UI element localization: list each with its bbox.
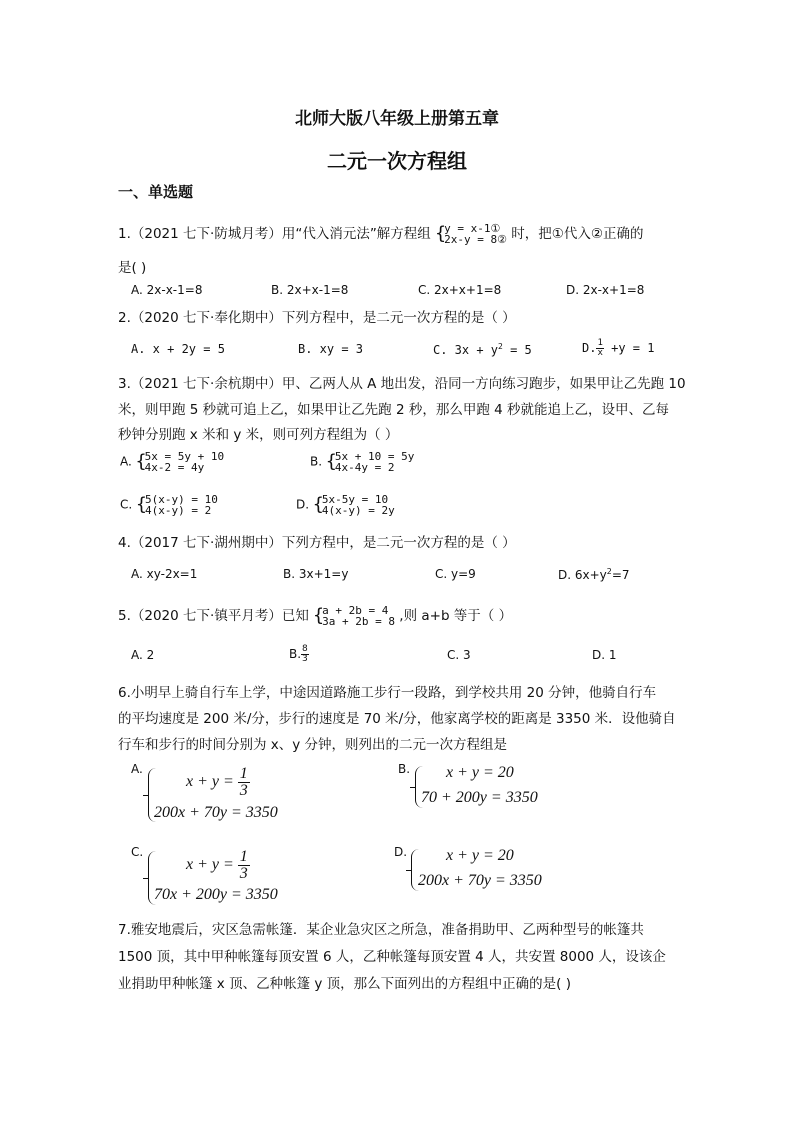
q5-b-den: 3 <box>302 654 308 664</box>
doc-title: 北师大版八年级上册第五章 <box>295 109 499 129</box>
q1-eq1: { y = x-1① <box>444 222 501 235</box>
q6-option-c-label: C. <box>131 845 144 859</box>
q4-option-c: C. y=9 <box>435 567 476 581</box>
q5-b-num: 8 <box>302 644 308 654</box>
q6-c-eq1-lhs: x + y = <box>186 856 238 874</box>
q5-eq2: 3a + 2b = 8 <box>322 615 395 628</box>
q3-a-system <box>136 451 224 473</box>
q1-suffix: 时，把①代入②正确的 <box>511 226 644 242</box>
question-1-line2: 是( ) <box>118 260 147 276</box>
question-3-line1: 3.（2021 七下·余杭期中）甲、乙两人从 A 地出发，沿同一方向练习跑步，如果甲让乙先跑 10 <box>118 376 686 392</box>
q3-c-label: C. <box>120 497 133 512</box>
q6-a-eq1 <box>186 766 250 799</box>
q3-c-eq2: 4(x-y) = 2 <box>145 504 212 517</box>
q2-c-rest: = 5 <box>502 343 532 357</box>
q6-b-eq2: 70 + 200y = 3350 <box>421 789 538 806</box>
section-heading: 一、单选题 <box>118 183 194 201</box>
q2-d-fraction <box>596 339 603 358</box>
q6-c-fraction <box>238 849 250 882</box>
q5-eq1: { a + 2b = 4 <box>322 604 389 617</box>
q2-option-a: A. x + 2y = 5 <box>131 342 225 356</box>
q2-option-b: B. xy = 3 <box>298 342 364 356</box>
question-6-line3: 行车和步行的时间分别为 x、y 分钟，则列出的二元一次方程组是 <box>118 737 508 753</box>
q3-option-a <box>120 451 224 473</box>
q5-option-b <box>289 645 309 664</box>
q2-c-text: C. 3x + y <box>433 343 499 357</box>
q6-d-eq2: 200x + 70y = 3350 <box>418 872 542 889</box>
q6-d-eq1: x + y = 20 <box>446 847 514 864</box>
q3-option-c <box>120 494 218 516</box>
q3-d-label: D. <box>296 497 310 512</box>
q6-c-eq1 <box>186 849 250 882</box>
q3-a-label: A. <box>120 454 132 469</box>
q5-option-d: D. 1 <box>592 648 617 662</box>
q3-c-eq1: { 5(x-y) = 10 <box>145 493 218 506</box>
q3-option-d <box>296 494 395 516</box>
q1-eq2: 2x-y = 8② <box>444 233 507 246</box>
q2-d-den: x <box>597 348 603 358</box>
q6-a-num: 1 <box>239 765 248 782</box>
q5-equation-system <box>313 605 395 627</box>
q5-option-c: C. 3 <box>447 648 471 662</box>
q6-c-num: 1 <box>239 848 248 865</box>
q6-a-eq1-lhs: x + y = <box>186 773 238 791</box>
q2-d-rest: +y = 1 <box>603 341 655 355</box>
q6-b-eq1: x + y = 20 <box>446 764 514 781</box>
q4-option-a: A. xy-2x=1 <box>131 567 198 581</box>
q4-d-rest: =7 <box>611 568 630 582</box>
q2-d-label: D. <box>582 341 597 355</box>
q4-option-d <box>558 567 630 582</box>
q5-b-label: B. <box>289 647 302 661</box>
q6-a-den: 3 <box>239 782 248 799</box>
q2-d-num: 1 <box>597 338 603 348</box>
question-2-stem: 2.（2020 七下·奉化期中）下列方程中，是二元一次方程的是（ ） <box>118 310 516 326</box>
q5-option-a: A. 2 <box>131 648 155 662</box>
q3-b-system <box>326 451 414 473</box>
q6-c-den: 3 <box>239 865 248 882</box>
q6-option-a-label: A. <box>131 762 143 776</box>
question-3-line3: 秒钟分别跑 x 米和 y 米，则可列方程组为（ ） <box>118 427 399 443</box>
q6-option-d-label: D. <box>394 845 408 859</box>
q2-option-d <box>582 339 654 358</box>
q4-d-text: D. 6x+y <box>558 568 607 582</box>
question-7-line3: 业捐助甲种帐篷 x 顶、乙种帐篷 y 顶，那么下面列出的方程组中正确的是( ) <box>118 976 571 992</box>
q6-a-eq2: 200x + 70y = 3350 <box>154 804 278 821</box>
question-3-line2: 米，则甲跑 5 秒就可追上乙，如果甲让乙先跑 2 秒，那么甲跑 4 秒就能追上乙，设甲、乙每 <box>118 402 670 418</box>
question-5-stem <box>118 604 512 627</box>
q1-prefix: 1.（2021 七下·防城月考）用“代入消元法”解方程组 <box>118 226 431 242</box>
question-6-line1: 6.小明早上骑自行车上学，中途因道路施工步行一段路，到学校共用 20 分钟，他骑自行车 <box>118 685 657 701</box>
q5-suffix: ,则 a+b 等于（ ） <box>399 608 513 624</box>
q2-option-c <box>433 342 532 357</box>
q3-b-eq2: 4x-4y = 2 <box>334 461 395 474</box>
question-7-line2: 1500 顶，其中甲种帐篷每顶安置 6 人，乙种帐篷每顶安置 4 人，共安置 8000 人，设该企 <box>118 949 666 965</box>
q1-option-c: C. 2x+x+1=8 <box>418 283 502 297</box>
q5-b-fraction <box>301 645 309 664</box>
q3-c-system <box>136 494 218 516</box>
q6-a-fraction <box>238 766 250 799</box>
q1-option-d: D. 2x-x+1=8 <box>566 283 645 297</box>
q3-b-label: B. <box>310 454 323 469</box>
q3-a-eq1: { 5x = 5y + 10 <box>144 450 225 463</box>
question-4-stem: 4.（2017 七下·湖州期中）下列方程中，是二元一次方程的是（ ） <box>118 535 516 551</box>
q3-d-eq2: 4(x-y) = 2y <box>321 504 395 517</box>
q6-option-b-label: B. <box>398 762 411 776</box>
doc-subtitle: 二元一次方程组 <box>327 149 467 173</box>
question-1-stem <box>118 222 643 245</box>
question-6-line2: 的平均速度是 200 米/分，步行的速度是 70 米/分，他家离学校的距离是 3350 米．设他骑自 <box>118 711 676 727</box>
q3-option-b <box>310 451 414 473</box>
question-7-line1: 7.雅安地震后，灾区急需帐篷．某企业急灾区之所急，准备捐助甲、乙两种型号的帐篷共 <box>118 922 644 938</box>
q5-prefix: 5.（2020 七下·镇平月考）已知 <box>118 608 309 624</box>
q1-option-b: B. 2x+x-1=8 <box>271 283 349 297</box>
q4-d-exponent: 2 <box>606 567 612 576</box>
q3-a-eq2: 4x-2 = 4y <box>144 461 205 474</box>
q6-c-eq2: 70x + 200y = 3350 <box>154 886 278 903</box>
q1-equation-system <box>435 223 507 245</box>
q1-option-a: A. 2x-x-1=8 <box>131 283 203 297</box>
q3-d-eq1: { 5x-5y = 10 <box>321 493 389 506</box>
q2-c-exponent: 2 <box>498 342 503 351</box>
q4-option-b: B. 3x+1=y <box>283 567 349 581</box>
q3-b-eq1: { 5x + 10 = 5y <box>334 450 415 463</box>
q3-d-system <box>313 494 395 516</box>
